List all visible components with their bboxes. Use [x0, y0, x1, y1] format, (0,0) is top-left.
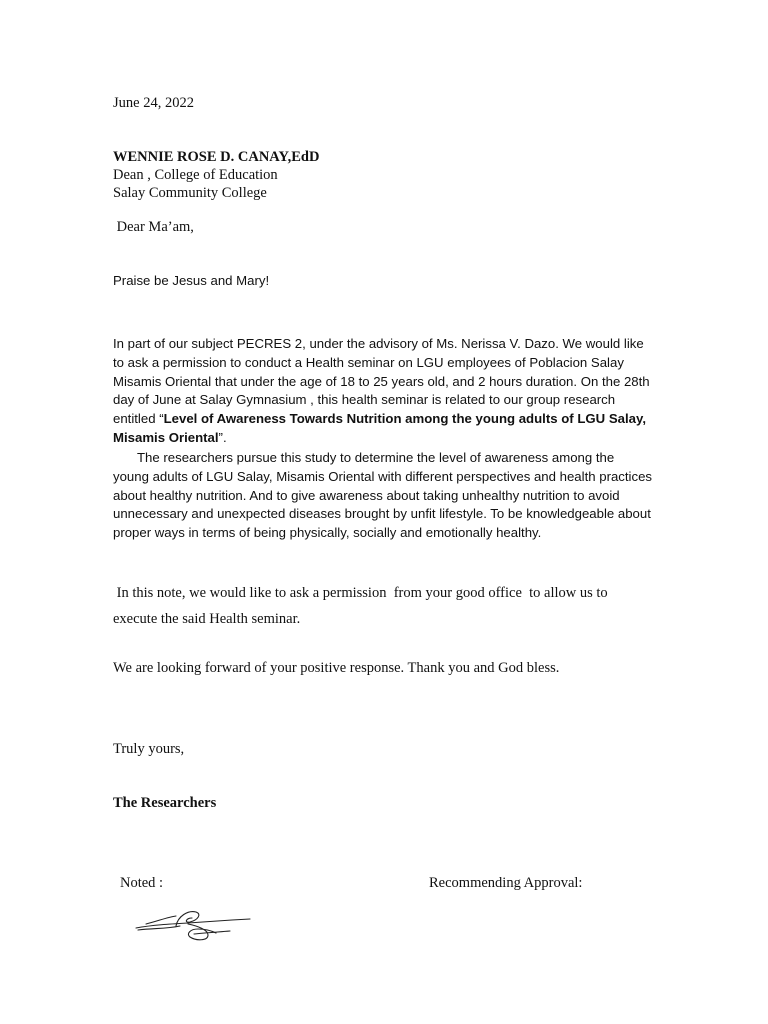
greeting-line: Praise be Jesus and Mary!	[113, 273, 270, 288]
paragraph-request-text: In part of our subject PECRES 2, under the advisory of Ms. Nerissa V. Dazo. We would like to ask a permission to conduct a Health seminar on LGU employees of Poblacion Salay Misamis Oriental that under the age of 18 to 25 years old, and 2 hours duration. On the 28th day of June at Salay Gymnasium , this health seminar is related to our group research entitled “	[113, 336, 650, 427]
complimentary-close: Truly yours,	[113, 741, 185, 757]
noted-label: Noted :	[120, 875, 164, 891]
research-title: Level of Awareness Towards Nutrition among the young adults of LGU Salay, Misamis Oriental	[113, 411, 646, 445]
paragraph-request	[113, 335, 653, 448]
paragraph-closing-remark: We are looking forward of your positive response. Thank you and God bless.	[113, 660, 560, 676]
paragraph-purpose	[113, 449, 653, 543]
paragraph-request-end: ”.	[218, 429, 227, 445]
recipient-name: WENNIE ROSE D. CANAY,EdD	[113, 149, 320, 165]
paragraph-note: In this note, we would like to ask a permission from your good office to allow us to execute the said Health seminar.	[113, 585, 612, 627]
recommending-approval-label: Recommending Approval:	[429, 875, 583, 891]
letter-date: June 24, 2022	[113, 95, 194, 111]
recipient-title: Dean , College of Education	[113, 167, 278, 183]
paragraph-purpose-text: The researchers pursue this study to determine the level of awareness among the young adults of LGU Salay, Misamis Oriental with different perspectives and health practices about healthy nutrition. And to give awareness about taking unhealthy nutrition to avoid unnecessary and unexpected diseases brought by unfit lifestyle. To be knowledgeable about proper ways in terms of being physically, socially and emotionally healthy.	[113, 450, 652, 541]
salutation: Dear Ma’am,	[113, 219, 194, 235]
recipient-block	[113, 148, 319, 202]
signature-image	[132, 904, 254, 944]
recipient-institution: Salay Community College	[113, 185, 267, 201]
signer-name: The Researchers	[113, 795, 217, 811]
